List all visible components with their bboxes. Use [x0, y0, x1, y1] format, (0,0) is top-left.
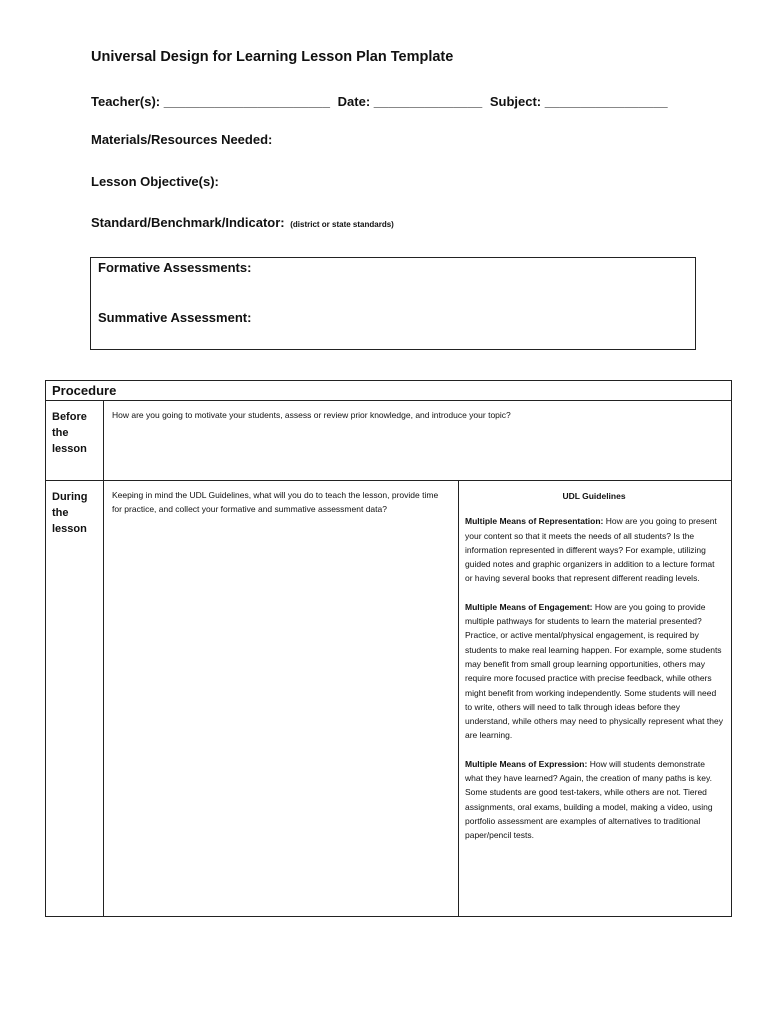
- during-lesson-label: During the lesson: [46, 481, 104, 917]
- udl-guidelines-heading: UDL Guidelines: [562, 491, 626, 501]
- summative-assessment-label: Summative Assessment:: [98, 310, 252, 325]
- materials-label: Materials/Resources Needed:: [91, 132, 273, 147]
- udl-expression: [465, 757, 723, 843]
- udl-representation: [465, 514, 723, 585]
- standard-note: (district or state standards): [290, 220, 394, 229]
- udl-representation-text: How are you going to present your content so that it meets the needs of all students? Is the information represented in different ways? For example, utilizing guided notes and graphic organizers in addition to a lecture format or having several books that represent different reading levels.: [465, 516, 717, 584]
- udl-expression-text: How will students demonstrate what they have learned? Again, the creation of many paths is key. Some students are good test-takers, while others are not. Tiered assignments, oral exams, building a model, making a video, using portfolio assessment are examples of alternatives to traditional paper/pencil tests.: [465, 758, 713, 841]
- udl-engagement-title: Multiple Means of Engagement:: [465, 601, 593, 612]
- procedure-table: [45, 380, 732, 917]
- date-field[interactable]: Date: _______________: [337, 94, 483, 109]
- objectives-label: Lesson Objective(s):: [91, 174, 219, 189]
- subject-field[interactable]: Subject: _________________: [489, 94, 668, 109]
- udl-representation-title: Multiple Means of Representation:: [465, 516, 604, 527]
- before-lesson-prompt[interactable]: How are you going to motivate your students, assess or review prior knowledge, and introduce your topic?: [104, 401, 732, 481]
- procedure-heading: Procedure: [46, 381, 732, 401]
- header-fields-line: [91, 94, 668, 109]
- udl-engagement: [465, 600, 723, 743]
- procedure-header-row: [46, 381, 732, 401]
- formative-assessment-label: Formative Assessments:: [98, 260, 252, 275]
- udl-engagement-text: How are you going to provide multiple pathways for students to learn the material presented? Practice, or active mental/physical engagement, is required by students to make real learning happen. For example, some students may benefit from small group learning opportunities, others may require more focused practice with precise feedback, while others might benefit from working independently. Some students will need to write, others will need to talk through ideas before they understand, while others may need to physically represent what they are learning.: [465, 601, 723, 741]
- standard-label: Standard/Benchmark/Indicator:: [91, 215, 285, 230]
- document-title: Universal Design for Learning Lesson Plan Template: [91, 49, 454, 65]
- before-lesson-row: [46, 401, 732, 481]
- during-lesson-prompt[interactable]: Keeping in mind the UDL Guidelines, what will you do to teach the lesson, provide time for practice, and collect your formative and summative assessment data?: [104, 481, 459, 917]
- standard-line: [91, 215, 394, 230]
- udl-guidelines-cell: [459, 481, 732, 917]
- teacher-field[interactable]: Teacher(s): _______________________: [91, 94, 331, 109]
- assessment-box: [90, 257, 696, 350]
- udl-expression-title: Multiple Means of Expression:: [465, 758, 588, 769]
- before-lesson-label: Before the lesson: [46, 401, 104, 481]
- during-lesson-row: [46, 481, 732, 917]
